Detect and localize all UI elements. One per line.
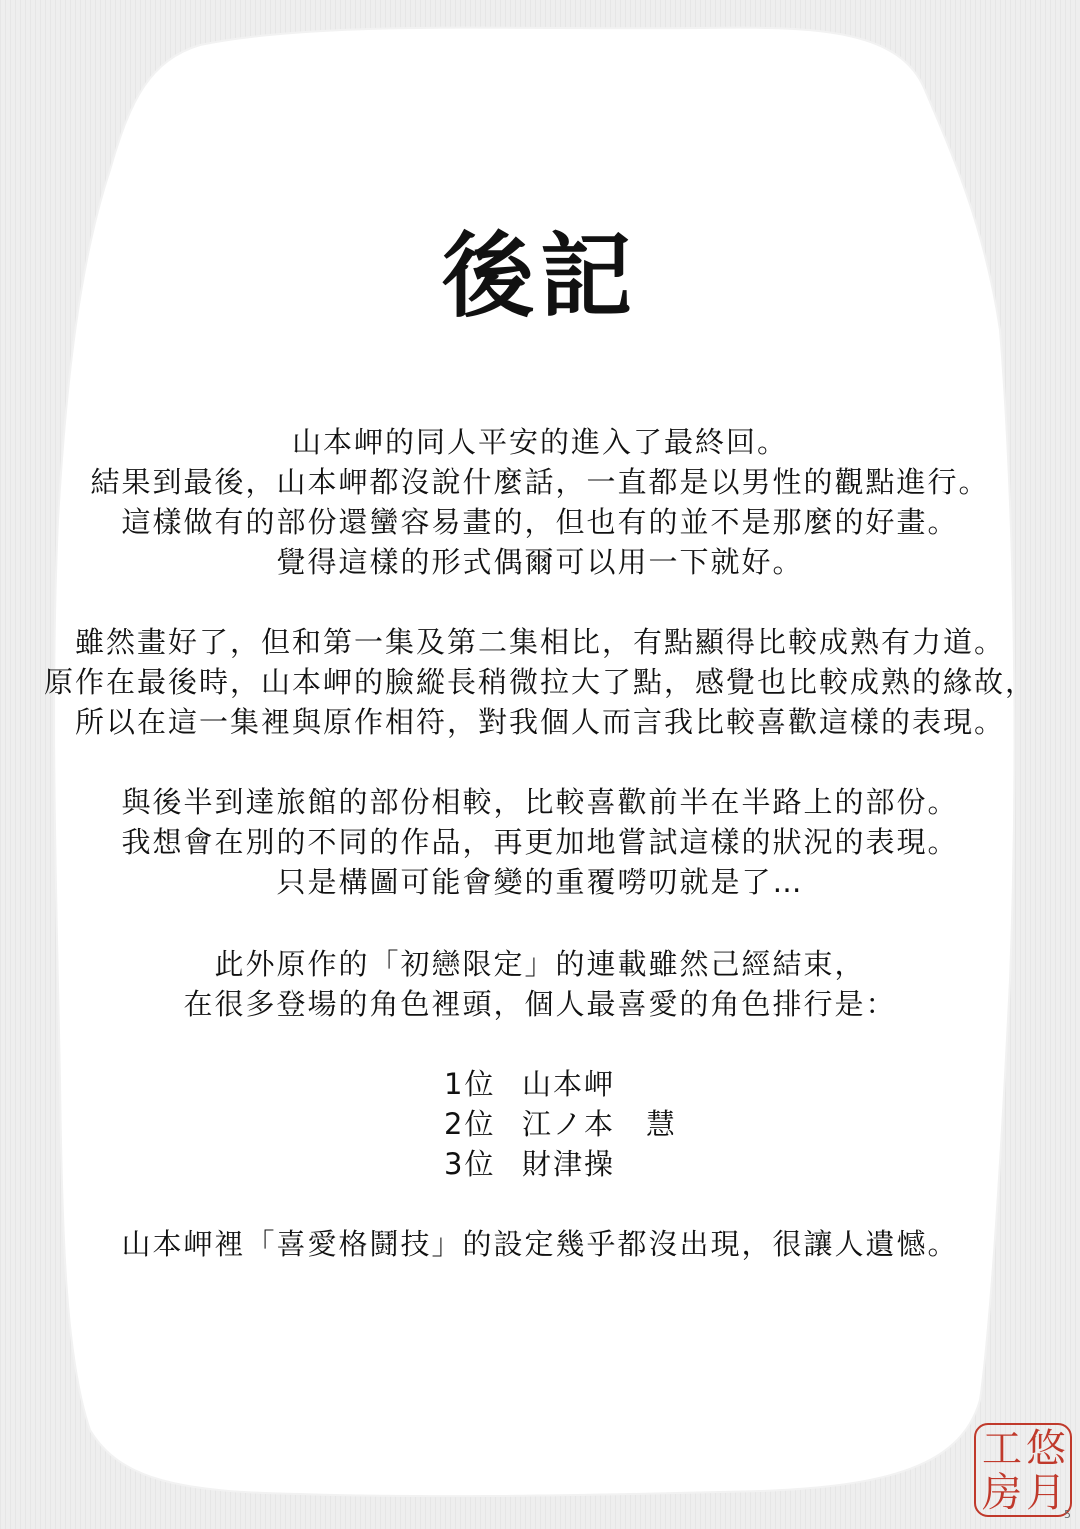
text-line: 雖然畫好了，但和第一集及第二集相比，有點顯得比較成熟有力道。 [74, 625, 1005, 659]
text-line: 所以在這一集裡與原作相符，對我個人而言我比較喜歡這樣的表現。 [74, 705, 1005, 739]
text-line: 與後半到達旅館的部份相較，比較喜歡前半在半路上的部份。 [121, 785, 959, 819]
stamp-char: 工 [982, 1426, 1022, 1472]
rank-name: 山本岬 [522, 1067, 616, 1101]
stamp-char: 房 [982, 1470, 1022, 1516]
text-line: 此外原作的「初戀限定」的連載雖然己經結束， [214, 947, 866, 981]
rank-name: 財津操 [522, 1147, 616, 1181]
stamp-char: 月 [1026, 1470, 1066, 1516]
text-line: 原作在最後時，山本岬的臉縱長稍微拉大了點，感覺也比較成熟的緣故， [43, 665, 1036, 699]
paragraph-4 [40, 944, 1040, 1024]
rank-place: 3位 [444, 1147, 496, 1181]
stamp-char: 悠 [1026, 1426, 1066, 1472]
circle-seal-stamp [974, 1423, 1072, 1517]
paragraph-1 [40, 422, 1040, 582]
text-line: 只是構圖可能會變的重覆嘮叨就是了… [276, 865, 804, 899]
text-line: 山本岬的同人平安的進入了最終回。 [291, 425, 788, 459]
text-line: 這樣做有的部份還蠻容易畫的，但也有的並不是那麼的好畫。 [121, 505, 959, 539]
rank-name: 江ノ本 慧 [522, 1107, 678, 1141]
page-number: 5 [1064, 1508, 1071, 1521]
ranking-row [444, 1064, 764, 1104]
page-title: 後記 [441, 223, 638, 330]
text-line: 山本岬裡「喜愛格鬪技」的設定幾乎都沒出現，很讓人遺憾。 [121, 1227, 959, 1261]
text-line: 覺得這樣的形式偶爾可以用一下就好。 [276, 545, 804, 579]
text-line: 結果到最後，山本岬都沒說什麼話，一直都是以男性的觀點進行。 [90, 465, 990, 499]
rank-place: 2位 [444, 1107, 496, 1141]
text-line: 在很多登場的角色裡頭，個人最喜愛的角色排行是： [183, 987, 897, 1021]
ranking-row [444, 1144, 764, 1184]
rank-place: 1位 [444, 1067, 496, 1101]
closing-paragraph [40, 1224, 1040, 1264]
paragraph-2 [40, 622, 1040, 742]
paragraph-3 [40, 782, 1040, 902]
text-line: 我想會在別的不同的作品，再更加地嘗試這樣的狀況的表現。 [121, 825, 959, 859]
character-ranking [444, 1064, 764, 1184]
ranking-row [444, 1104, 764, 1144]
